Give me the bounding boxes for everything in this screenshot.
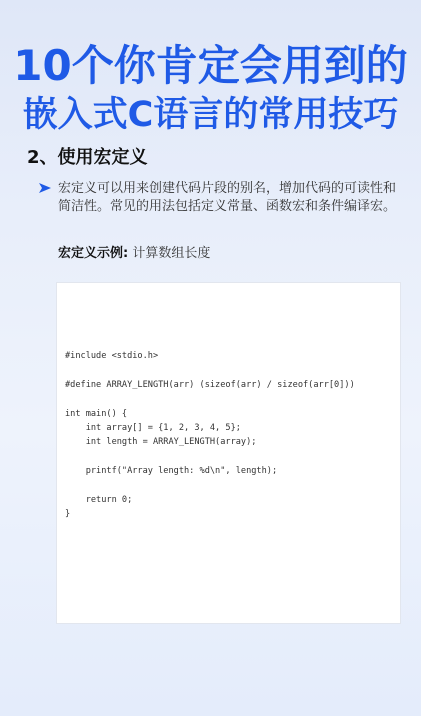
code-card (56, 282, 401, 624)
example-label: 宏定义示例: (58, 246, 129, 261)
code-line: } (65, 509, 71, 520)
code-line: int array[] = {1, 2, 3, 4, 5}; (65, 423, 241, 434)
code-line: int main() { (65, 408, 128, 419)
arrow-bullet-icon (38, 182, 52, 194)
code-line: #define ARRAY_LENGTH(arr) (sizeof(arr) / sizeof(arr[0])) (65, 379, 355, 390)
section-heading: 2、使用宏定义 (27, 147, 148, 168)
example-caption (58, 242, 210, 261)
code-block (65, 349, 355, 522)
page-title-line-1: 10个你肯定会用到的 (13, 41, 408, 90)
code-line: printf("Array length: %d\n", length); (65, 466, 278, 477)
code-line: #include <stdio.h> (65, 351, 159, 361)
bullet-item (38, 180, 408, 216)
page-title-line-2: 嵌入式C语言的常用技巧 (22, 95, 399, 135)
bullet-text: 宏定义可以用来创建代码片段的别名，增加代码的可读性和简洁性。常见的用法包括定义常量、函数宏和条件编译宏。 (58, 181, 397, 214)
code-line: return 0; (65, 495, 133, 506)
code-line: int length = ARRAY_LENGTH(array); (65, 437, 257, 448)
example-description: 计算数组长度 (132, 246, 211, 261)
